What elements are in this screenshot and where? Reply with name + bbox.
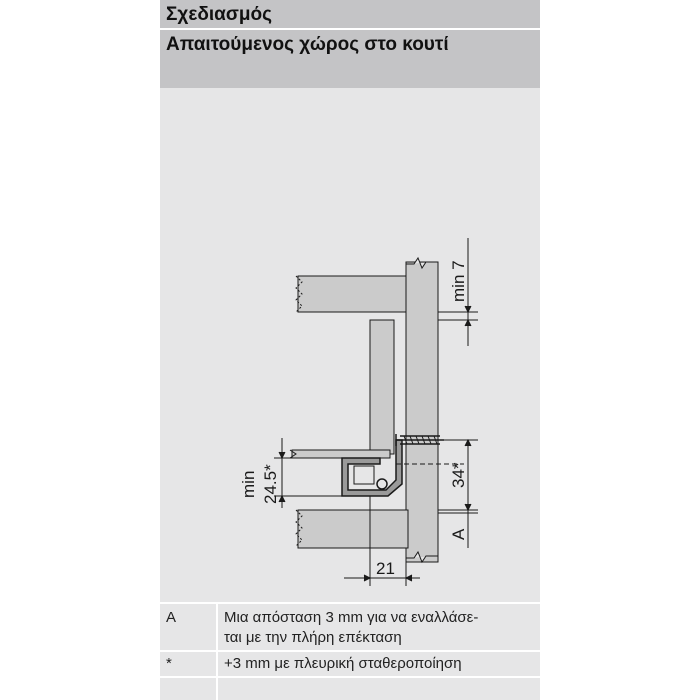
legend-text-a-line2: ται με την πλήρη επέκταση: [224, 629, 402, 646]
legend-text-a-line1: Μια απόσταση 3 mm για να εναλλάσε-: [224, 609, 479, 626]
bottom-drawer-board: [298, 510, 408, 548]
mounting-screw: [396, 434, 444, 446]
section-title: Σχεδιασμός: [166, 4, 272, 25]
dim-min-word-label: min: [239, 470, 258, 498]
legend-row-star: [160, 654, 540, 674]
legend-bottom-separator: [160, 676, 540, 678]
dim-24-label: 24.5*: [261, 464, 280, 504]
legend-key-a: A: [166, 609, 177, 626]
drawer-slide-diagram: [160, 88, 540, 600]
cabinet-side-panel: [406, 262, 438, 562]
subtitle: Απαιτούμενος χώρος στο κουτί: [166, 34, 449, 55]
drawer-side-panel: [370, 320, 394, 454]
subtitle-header: [160, 30, 540, 88]
legend-key-star: *: [166, 655, 172, 672]
dim-min7-label: min 7: [449, 260, 468, 302]
legend-text-star: +3 mm με πλευρική σταθεροποίηση: [224, 655, 462, 672]
legend-row-separator: [160, 650, 540, 652]
legend-row-a: [160, 608, 540, 648]
top-drawer-board: [298, 276, 408, 312]
section-header: [160, 0, 540, 30]
legend-text-a: [224, 608, 536, 648]
dim-a-label: A: [449, 528, 468, 540]
runner-inner: [354, 466, 374, 484]
dim-21-label: 21: [376, 559, 395, 578]
drawer-bottom-plate: [292, 450, 390, 458]
dim-34-label: 34*: [449, 462, 468, 488]
runner-roller: [377, 479, 387, 489]
